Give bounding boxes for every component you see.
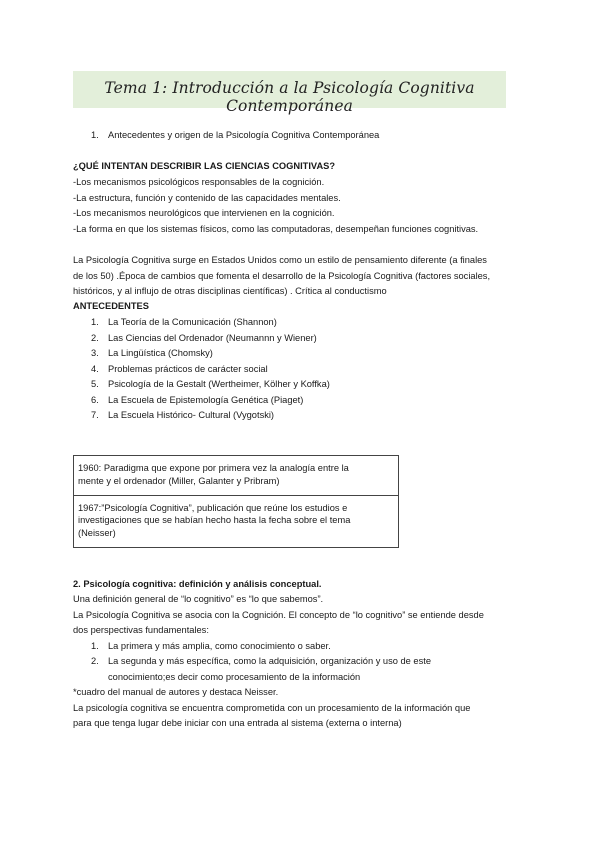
antecedentes-heading: ANTECEDENTES	[73, 301, 149, 311]
question-item: -La estructura, función y contenido de las capacidades mentales.	[73, 193, 341, 203]
list-number: 5.	[91, 379, 99, 389]
box-line: (Neisser)	[78, 528, 116, 538]
box-line: investigaciones que se habían hecho hasta la fecha sobre el tema	[78, 515, 351, 525]
section2-line: dos perspectivas fundamentales:	[73, 625, 209, 635]
list-item: Problemas prácticos de carácter social	[108, 364, 268, 374]
list-number: 2.	[91, 333, 99, 343]
section2-closing-line: La psicología cognitiva se encuentra comprometida con un procesamiento de la información que	[73, 703, 471, 713]
section1-number: 1.	[91, 130, 99, 140]
section2-line: Una definición general de “lo cognitivo” es “lo que sabemos”.	[73, 594, 324, 604]
timeline-box-1967	[73, 495, 399, 548]
intro-line: históricos, y al influjo de otras disciplinas científicas) . Crítica al conductismo	[73, 286, 387, 296]
section2-heading: 2. Psicología cognitiva: definición y análisis conceptual.	[73, 579, 322, 589]
section2-note: *cuadro del manual de autores y destaca Neisser.	[73, 687, 279, 697]
list-number: 6.	[91, 395, 99, 405]
box-line: 1967:”Psicología Cognitiva”, publicación que reúne los estudios e	[78, 503, 348, 513]
list-number: 3.	[91, 348, 99, 358]
box-line: 1960: Paradigma que expone por primera vez la analogía entre la	[78, 463, 349, 473]
list-item: La Lingüística (Chomsky)	[108, 348, 213, 358]
list-item: La Escuela Histórico- Cultural (Vygotski)	[108, 410, 275, 420]
section1-heading: Antecedentes y origen de la Psicología Cognitiva Contemporánea	[108, 130, 380, 140]
list-number: 7.	[91, 410, 99, 420]
question-item: -La forma en que los sistemas físicos, como las computadoras, desempeñan funciones cognitivas.	[73, 224, 479, 234]
page-title: Tema 1: Introducción a la Psicología Cognitiva Contemporánea	[104, 79, 475, 115]
list-number: 1.	[91, 317, 99, 327]
list-item: La segunda y más específica, como la adquisición, organización y uso de este	[108, 656, 431, 666]
section2-line: La Psicología Cognitiva se asocia con la Cognición. El concepto de “lo cognitivo” se entiende desde	[73, 610, 484, 620]
intro-line: de los 50) .Época de cambios que fomenta el desarrollo de la Psicología Cognitiva (factores sociales,	[73, 271, 491, 281]
list-item-continuation: conocimiento;es decir como procesamiento de la información	[108, 672, 361, 682]
list-item: La Teoría de la Comunicación (Shannon)	[108, 317, 277, 327]
question-item: -Los mecanismos neurológicos que intervienen en la cognición.	[73, 208, 335, 218]
question-heading: ¿QUÉ INTENTAN DESCRIBIR LAS CIENCIAS COGNITIVAS?	[73, 161, 336, 171]
title-banner	[73, 71, 506, 115]
list-item: Psicología de la Gestalt (Wertheimer, Kölher y Koffka)	[108, 379, 330, 389]
list-item: La Escuela de Epistemología Genética (Piaget)	[108, 395, 304, 405]
question-item: -Los mecanismos psicológicos responsables de la cognición.	[73, 177, 325, 187]
list-number: 4.	[91, 364, 99, 374]
list-item: Las Ciencias del Ordenador (Neumannn y Wiener)	[108, 333, 317, 343]
list-number: 2.	[91, 656, 99, 666]
box-line: mente y el ordenador (Miller, Galanter y Pribram)	[78, 476, 280, 486]
section2-closing-line: para que tenga lugar debe iniciar con una entrada al sistema (externa o interna)	[73, 718, 402, 728]
list-item: La primera y más amplia, como conocimiento o saber.	[108, 641, 331, 651]
intro-line: La Psicología Cognitiva surge en Estados Unidos como un estilo de pensamiento diferente (a finales	[73, 255, 487, 265]
list-number: 1.	[91, 641, 99, 651]
timeline-box-1960	[73, 455, 399, 496]
